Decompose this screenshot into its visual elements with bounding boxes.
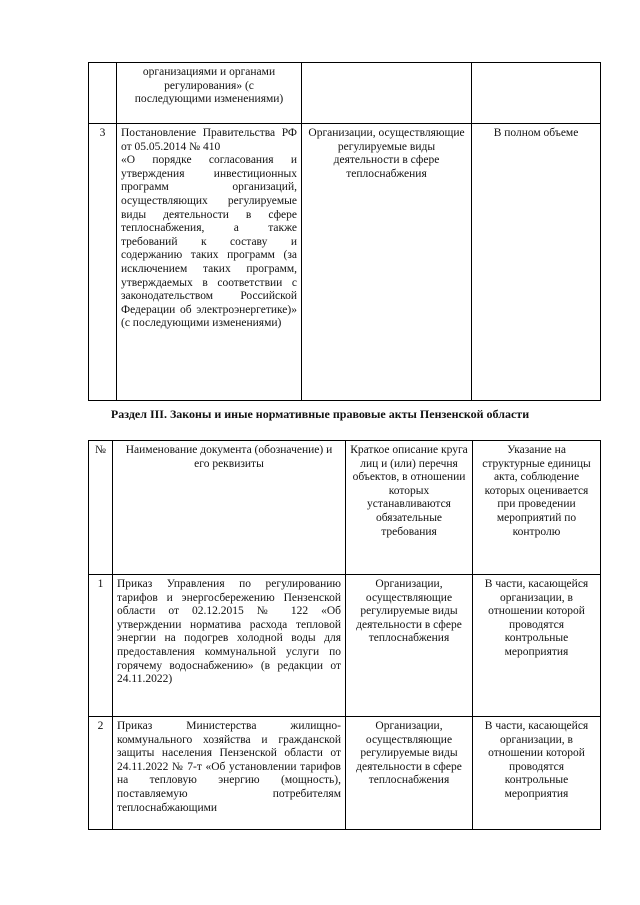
document-cell: Приказ Министерства жилищно-коммунального хозяйства и гражданской защиты населения Пензенской области от 24.11.2022 № 7-т «Об установлении тарифов на тепловую энергию (мощность), поставляемую потребителям теплоснабжающими xyxy=(113,717,346,830)
continuation-table xyxy=(88,62,601,401)
scope-cell xyxy=(472,63,601,124)
document-title: Постановление Правительства РФ от 05.05.2014 № 410 xyxy=(121,127,297,153)
document-line: регулирования» (с xyxy=(164,79,254,92)
table-header-row xyxy=(89,441,601,575)
persons-cell: Организации, осуществляющие регулируемые виды деятельности в сфере теплоснабжения xyxy=(302,124,472,401)
regulations-table xyxy=(88,440,601,830)
table-row xyxy=(89,717,601,830)
header-document: Наименование документа (обозначение) и его реквизиты xyxy=(113,441,346,575)
header-persons: Краткое описание круга лиц и (или) перечня объектов, в отношении которых устанавливаются обязательные требования xyxy=(346,441,473,575)
document-cell xyxy=(117,63,302,124)
header-scope: Указание на структурные единицы акта, соблюдение которых оценивается при проведении мероприятий по контролю xyxy=(473,441,601,575)
persons-cell xyxy=(302,63,472,124)
document-cell: Приказ Управления по регулированию тарифов и энергосбережению Пензенской области от 02.12.2015 № 122 «Об утверждении норматива расхода тепловой энергии на подогрев холодной воды для предоставления коммунальной услуги по горячему водоснабжению» (в редакции от 24.11.2022) xyxy=(113,575,346,717)
section-heading: Раздел III. Законы и иные нормативные правовые акты Пензенской области xyxy=(110,407,530,421)
row-number xyxy=(89,63,117,124)
document-line: организациями и органами xyxy=(142,66,276,78)
document-cell xyxy=(117,124,302,401)
row-number: 2 xyxy=(89,717,113,830)
header-number: № xyxy=(89,441,113,575)
row-number: 1 xyxy=(89,575,113,717)
document-line: последующими изменениями) xyxy=(134,93,284,106)
table-row xyxy=(89,124,601,401)
scope-cell: В полном объеме xyxy=(472,124,601,401)
scope-cell: В части, касающейся организации, в отношении которой проводятся контрольные мероприятия xyxy=(473,717,601,830)
persons-cell: Организации, осуществляющие регулируемые виды деятельности в сфере теплоснабжения xyxy=(346,575,473,717)
row-number: 3 xyxy=(89,124,117,401)
scope-cell: В части, касающейся организации, в отношении которой проводятся контрольные мероприятия xyxy=(473,575,601,717)
table-row xyxy=(89,575,601,717)
table-row xyxy=(89,63,601,124)
document-name: «О порядке согласования и утверждения инвестиционных программ организаций, осуществляющих регулируемые виды деятельности в сфере теплоснабжения, а также требований к составу и содержанию таких программ (за исключением таких программ, утверждаемых в соответствии с законодательством Российской Федерации об электроэнергетике)» (с последующими изменениями) xyxy=(121,154,297,330)
persons-cell: Организации, осуществляющие регулируемые виды деятельности в сфере теплоснабжения xyxy=(346,717,473,830)
